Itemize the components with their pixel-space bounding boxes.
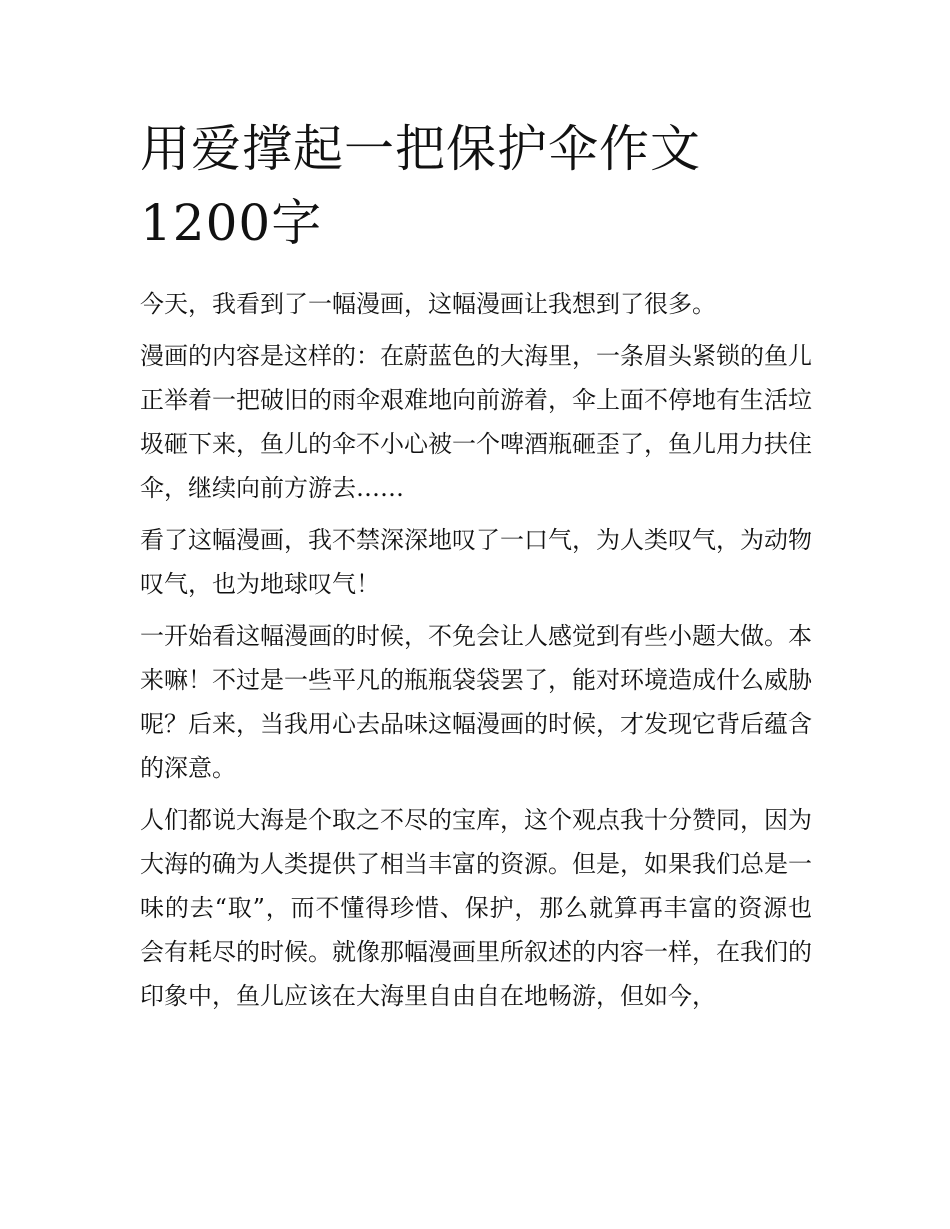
paragraph-1: 今天，我看到了一幅漫画，这幅漫画让我想到了很多。 <box>140 290 716 318</box>
paragraph-4: 一开始看这幅漫画的时候，不免会让人感觉到有些小题大做。本来嘛！不过是一些平凡的瓶瓶袋袋罢了，能对环境造成什么威胁呢？后来，当我用心去品味这幅漫画的时候，才发现它背后蕴含的深意。 <box>140 622 812 782</box>
document-body <box>140 278 812 1022</box>
paragraph-3: 看了这幅漫画，我不禁深深地叹了一口气，为人类叹气，为动物叹气，也为地球叹气！ <box>140 526 812 598</box>
document-title: 用爱撑起一把保护伞作文1200字 <box>140 120 701 252</box>
paragraph-2: 漫画的内容是这样的：在蔚蓝色的大海里，一条眉头紧锁的鱼儿正举着一把破旧的雨伞艰难地向前游着，伞上面不停地有生活垃圾砸下来，鱼儿的伞不小心被一个啤酒瓶砸歪了，鱼儿用力扶住伞，继续向前方游去…… <box>140 342 812 502</box>
paragraph-5: 人们都说大海是个取之不尽的宝库，这个观点我十分赞同，因为大海的确为人类提供了相当丰富的资源。但是，如果我们总是一味的去“取”，而不懂得珍惜、保护，那么就算再丰富的资源也会有耗尽的时候。就像那幅漫画里所叙述的内容一样，在我们的印象中，鱼儿应该在大海里自由自在地畅游，但如今， <box>140 806 812 1010</box>
